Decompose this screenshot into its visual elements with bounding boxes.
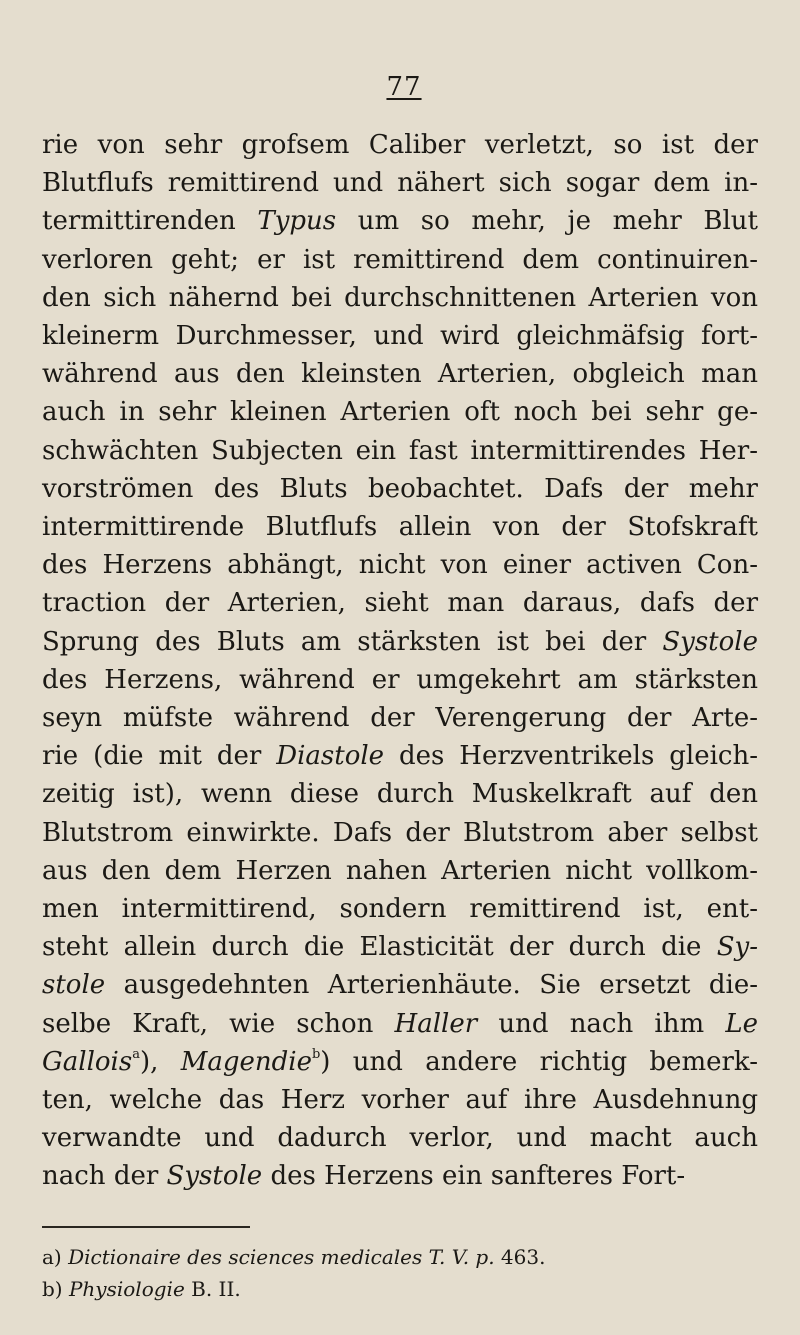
text-run: termittirenden: [42, 206, 258, 236]
text-run: Blutstrom einwirkte. Dafs der Blutstrom aber selbst: [42, 818, 758, 848]
text-line: [42, 470, 758, 508]
text-run: men intermittirend, sondern remittirend ist, ent-: [42, 894, 758, 924]
italic-text: Magendie: [180, 1047, 312, 1077]
text-run: des Herzens abhängt, nicht von einer activen Con-: [42, 550, 758, 580]
italic-text: Systole: [662, 627, 758, 657]
text-run: Blutflufs remittirend und nähert sich sogar dem in-: [42, 168, 758, 198]
text-line: [42, 1119, 758, 1157]
text-line: [42, 623, 758, 661]
text-run: des Herzens, während er umgekehrt am stärksten: [42, 665, 758, 695]
text-run: a): [42, 1245, 69, 1269]
text-line: [42, 928, 758, 966]
text-run: kleinerm Durchmesser, und wird gleichmäfsig fort-: [42, 321, 758, 351]
text-run: ),: [139, 1047, 181, 1077]
italic-text: Systole: [166, 1161, 263, 1191]
text-run: rie (die mit der: [42, 741, 277, 771]
italic-text: Typus: [257, 206, 337, 236]
text-run: zeitig ist), wenn diese durch Muskelkraft auf den: [42, 779, 758, 809]
text-line: [42, 852, 758, 890]
text-line: [42, 890, 758, 928]
text-run: und nach ihm: [477, 1009, 726, 1039]
text-line: [42, 241, 758, 279]
text-line: [42, 737, 758, 775]
text-line: [42, 661, 758, 699]
text-line: [42, 393, 758, 431]
text-run: B. II.: [184, 1277, 241, 1301]
text-run: den sich nähernd bei durchschnittenen Arterien von: [42, 283, 758, 313]
text-line: [42, 699, 758, 737]
italic-text: Sy-: [716, 932, 758, 962]
footnote-marker: a: [132, 1047, 140, 1063]
text-run: b): [42, 1277, 69, 1301]
text-run: vorströmen des Bluts beobachtet. Dafs der mehr: [42, 474, 758, 504]
text-run: Sprung des Bluts am stärksten ist bei der: [42, 627, 663, 657]
text-run: rie von sehr grofsem Caliber verletzt, so ist der: [42, 130, 758, 160]
italic-text: Le: [725, 1009, 758, 1039]
text-run: 463.: [494, 1245, 546, 1269]
text-run: ten, welche das Herz vorher auf ihre Ausdehnung: [42, 1085, 758, 1115]
italic-text: Diastole: [276, 741, 385, 771]
text-line: [42, 546, 758, 584]
text-line: [42, 775, 758, 813]
text-line: [42, 355, 758, 393]
text-line: [42, 966, 758, 1004]
text-run: selbe Kraft, wie schon: [42, 1009, 395, 1039]
footnote-marker: b: [311, 1047, 321, 1063]
italic-text: Gallois: [42, 1047, 133, 1077]
footnote-separator: [42, 1226, 250, 1228]
text-line: [42, 1043, 758, 1081]
text-run: des Herzventrikels gleich-: [384, 741, 758, 771]
text-run: um so mehr, je mehr Blut: [336, 206, 758, 236]
text-run: seyn müfste während der Verengerung der Arte-: [42, 703, 758, 733]
text-line: [42, 202, 758, 240]
text-line: [42, 126, 758, 164]
page-number: 77: [386, 72, 422, 102]
italic-text: stole: [42, 970, 106, 1000]
footnote: [42, 1244, 545, 1270]
text-line: [42, 1157, 758, 1195]
italic-text: Haller: [394, 1009, 478, 1039]
italic-text: Dictionaire des sciences medicales T. V. p.: [68, 1245, 495, 1269]
text-line: [42, 1005, 758, 1043]
text-line: [42, 164, 758, 202]
text-line: [42, 317, 758, 355]
text-line: [42, 432, 758, 470]
text-line: [42, 584, 758, 622]
text-run: während aus den kleinsten Arterien, obgleich man: [42, 359, 758, 389]
text-run: verloren geht; er ist remittirend dem continuiren-: [42, 245, 758, 275]
text-run: traction der Arterien, sieht man daraus, dafs der: [42, 588, 758, 618]
text-line: [42, 1081, 758, 1119]
text-line: [42, 279, 758, 317]
text-run: ) und andere richtig bemerk-: [320, 1047, 758, 1077]
text-run: nach der: [42, 1161, 167, 1191]
text-run: des Herzens ein sanfteres Fort-: [262, 1161, 686, 1191]
italic-text: Physiologie: [68, 1277, 185, 1301]
text-line: [42, 814, 758, 852]
text-run: ausgedehnten Arterienhäute. Sie ersetzt die-: [105, 970, 758, 1000]
text-run: verwandte und dadurch verlor, und macht auch: [42, 1123, 758, 1153]
text-run: aus den dem Herzen nahen Arterien nicht vollkom-: [42, 856, 758, 886]
text-run: intermittirende Blutflufs allein von der Stofskraft: [42, 512, 758, 542]
text-run: schwächten Subjecten ein fast intermittirendes Her-: [42, 436, 758, 466]
footnote: [42, 1276, 241, 1302]
text-line: [42, 508, 758, 546]
text-run: auch in sehr kleinen Arterien oft noch bei sehr ge-: [42, 397, 758, 427]
text-run: steht allein durch die Elasticität der durch die: [42, 932, 717, 962]
